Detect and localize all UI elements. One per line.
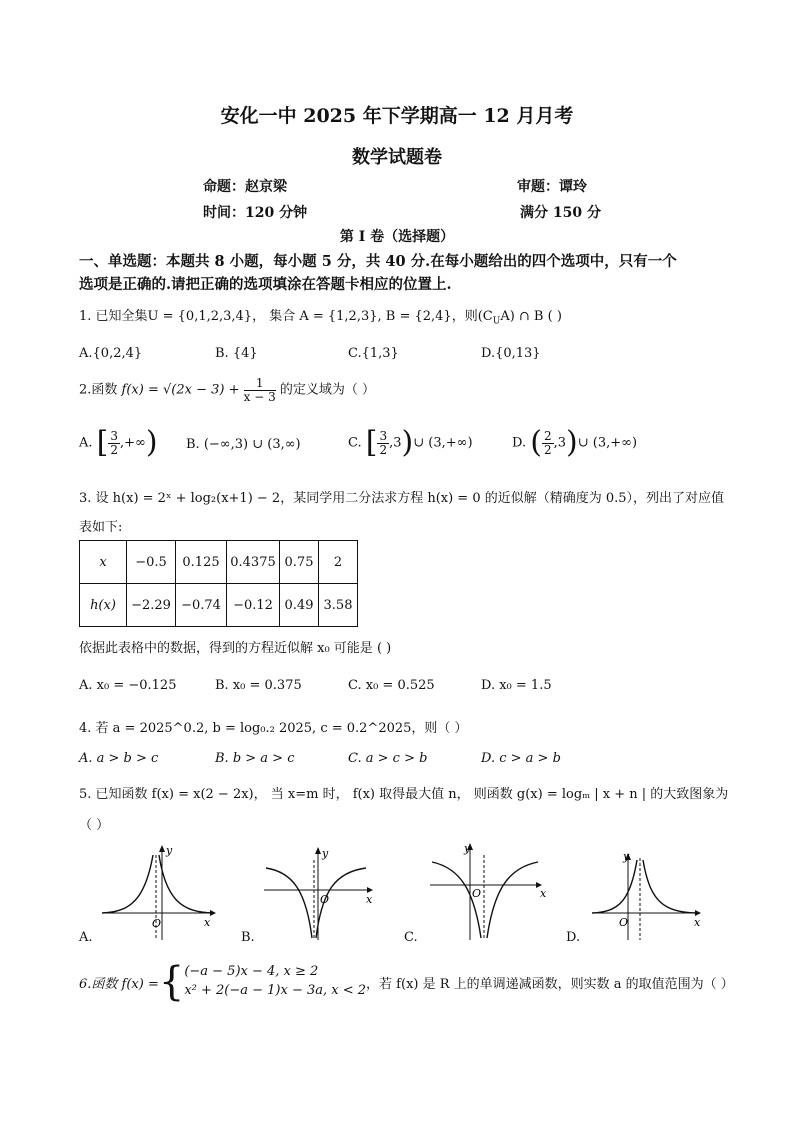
question-2 [79,377,375,403]
x-label: x [540,887,547,900]
curve-left [432,862,481,938]
graph-label-a: A. [79,930,93,945]
q2-d-label: D. [512,435,527,451]
curve-right [159,855,212,913]
q1-text: 1. 已知全集U = {0,1,2,3,4}， 集合 A = {1,2,3}, B = {2,4}，则(C [79,309,493,324]
section1-instructions-2: 选项是正确的.请把正确的选项填涂在答题卡相应的位置上. [79,276,452,293]
q4-option-b: B. b > a > c [215,751,295,766]
q2-c-den: 2 [379,442,388,457]
q2-suffix: 的定义域为（ ） [279,382,375,398]
exam-subtitle: 数学试题卷 [352,147,442,168]
table-row [80,584,358,627]
q3-line3: 依据此表格中的数据，得到的方程近似解 x₀ 可能是 ( ) [79,641,392,656]
q1-option-b: B. {4} [215,346,258,361]
setter: 命题：赵京梁 [203,179,287,195]
q6-suffix: ，若 f(x) 是 R 上的单调递减函数，则实数 a 的取值范围为（ ） [366,976,734,992]
graph-label-d: D. [566,930,581,945]
q1-option-a: A.{0,2,4} [79,346,143,361]
origin-label: O [472,887,482,900]
table-cell: −0.5 [127,541,176,584]
y-label: y [623,850,630,863]
q2-expr: f(x) = √(2x − 3) + [121,382,240,398]
question-1 [79,305,562,327]
q4-option-d: D. c > a > b [481,751,561,766]
y-label: y [166,844,173,857]
graph-d [590,840,710,945]
table-cell: 0.75 [280,541,319,584]
x-label: x [204,916,211,929]
curve-left [102,855,153,913]
y-label: y [322,847,329,860]
q2-a-den: 2 [110,442,119,457]
curve-right [487,862,538,938]
table-cell: 0.125 [176,541,227,584]
curve-left [592,860,637,913]
q5-line2: （ ） [79,818,110,833]
q2-frac-den: x − 3 [243,389,276,404]
q2-prefix: 2.函数 [79,382,118,398]
y-axis-arrow [159,845,165,852]
curve-right [643,860,696,913]
table-cell: −0.12 [227,584,280,627]
q2-a-num: 3 [110,428,119,443]
q1-sub: U [492,316,501,327]
origin-label: O [320,893,330,906]
q2-d-den: 2 [543,442,552,457]
curve-left [266,868,312,938]
graph-label-c: C. [404,930,418,945]
x-label: x [366,893,373,906]
table-cell: 2 [319,541,358,584]
q3-option-a: A. x₀ = −0.125 [79,678,177,693]
origin-label: O [152,917,162,930]
q2-option-d [512,425,638,460]
q2-a-tail: ,+∞ [120,435,146,451]
table-cell: −2.29 [127,584,176,627]
q4-option-a: A. a > b > c [79,751,159,766]
q1-option-d: D.{0,13} [481,346,541,361]
y-label: y [464,842,471,855]
graph-label-b: B. [241,930,255,945]
q2-option-a [79,425,158,460]
q2-c-close: ) [401,425,414,460]
q1-tail: A) ∩ B ( ) [500,309,562,324]
q3-line2: 表如下: [79,520,123,535]
q2-c-frac [377,430,389,456]
q2-d-union: ∪ (3,+∞) [577,435,638,451]
q2-a-label: A. [79,435,93,451]
q6-prefix: 6.函数 f(x) = [79,976,159,992]
q2-a-close: ) [145,425,158,460]
y-axis-arrow [315,847,321,854]
q3-option-b: B. x₀ = 0.375 [215,678,302,693]
origin-label: O [619,916,629,929]
exam-time: 时间：120 分钟 [203,205,308,221]
table-cell: x [80,541,127,584]
q2-c-num: 3 [379,428,388,443]
table-cell: 0.4375 [227,541,280,584]
q2-d-frac [542,430,554,456]
section1-instructions-1: 一、单选题：本题共 8 小题，每小题 5 分，共 40 分.在每小题给出的四个选项中，只有一个 [79,253,677,270]
q2-option-c [348,425,473,460]
q6-cases [184,963,366,1001]
q2-a-bracket: [ [96,425,109,460]
q2-option-b: B. (−∞,3) ∪ (3,∞) [186,437,301,452]
q6-case2: x² + 2(−a − 1)x − 3a, x < 2 [184,983,367,998]
q2-a-frac [108,430,120,456]
table-cell: 3.58 [319,584,358,627]
graph-c [428,840,553,945]
q4-option-c: C. a > c > b [348,751,428,766]
graph-a [100,840,220,945]
q3-option-c: C. x₀ = 0.525 [348,678,435,693]
table-cell: h(x) [80,584,127,627]
q2-c-bracket: [ [365,425,378,460]
reviewer: 审题：谭玲 [517,179,587,195]
graph-b [262,840,382,945]
q2-d-tail: ,3 [553,435,566,451]
full-score: 满分 150 分 [520,205,601,221]
exam-title: 安化一中 2025 年下学期高一 12 月月考 [220,105,574,127]
table-cell: 0.49 [280,584,319,627]
question-4: 4. 若 a = 2025^0.2, b = log₀.₂ 2025, c = 0.2^2025，则（ ） [79,721,468,736]
q6-brace: { [158,959,185,1005]
volume-title: 第 Ⅰ 卷（选择题） [339,229,455,245]
question-6 [79,959,734,1005]
q3-option-d: D. x₀ = 1.5 [481,678,552,693]
table-row [80,541,358,584]
table-cell: −0.74 [176,584,227,627]
q6-case1: (−a − 5)x − 4, x ≥ 2 [184,964,319,980]
q2-c-union: ∪ (3,+∞) [413,435,473,451]
q2-c-label: C. [348,435,362,451]
q2-fraction [244,377,276,403]
q2-d-bracket: ( [530,425,542,460]
q1-option-c: C.{1,3} [348,346,399,361]
q3-line1: 3. 设 h(x) = 2ˣ + log₂(x+1) − 2，某同学用二分法求方程 h(x) = 0 的近似解（精确度为 0.5），列出了对应值 [79,491,725,506]
q2-d-num: 2 [543,428,552,443]
q5-line1: 5. 已知函数 f(x) = x(2 − 2x)， 当 x=m 时， f(x) 取得最大值 n， 则函数 g(x) = logₘ | x + n | 的大致图象为 [79,787,729,802]
q2-c-tail: ,3 [389,435,402,451]
q2-frac-num: 1 [244,377,276,391]
q2-d-close: ) [566,425,578,460]
x-label: x [694,916,701,929]
value-table [79,540,358,627]
